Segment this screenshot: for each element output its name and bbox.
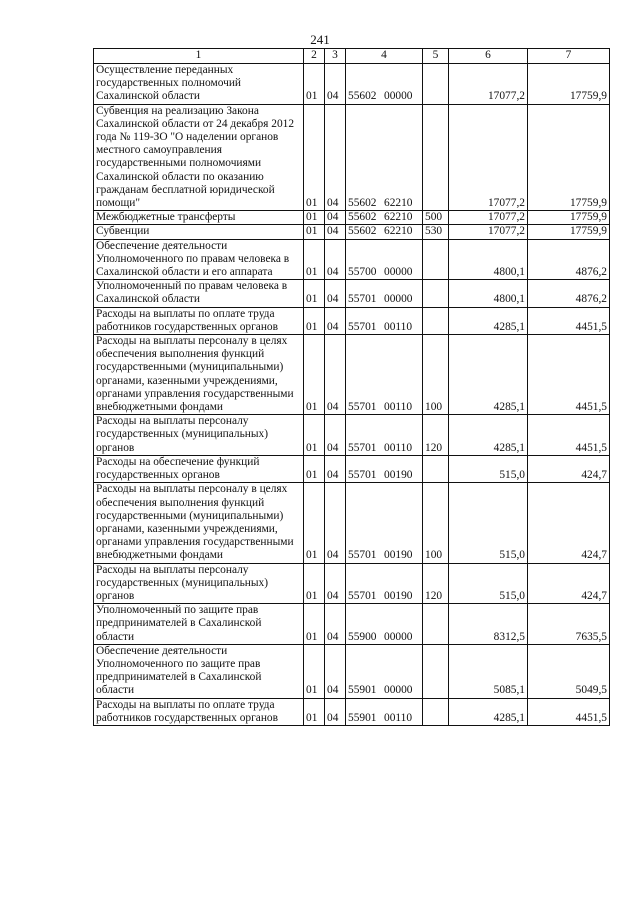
article-code-program: 55701 <box>348 441 377 454</box>
row-article-cell <box>346 335 423 415</box>
row-subsection-cell: 04 <box>325 604 346 645</box>
row-value-col7-cell: 4876,2 <box>528 239 610 280</box>
row-section-cell: 01 <box>304 604 325 645</box>
row-article-cell <box>346 604 423 645</box>
row-value-col6-cell: 4285,1 <box>449 335 528 415</box>
article-code-direction: 00190 <box>384 469 413 482</box>
row-value-col6-cell: 515,0 <box>449 563 528 604</box>
table-row <box>94 483 610 563</box>
row-section-cell: 01 <box>304 415 325 456</box>
row-value-col7-cell: 17759,9 <box>528 64 610 105</box>
row-article-cell <box>346 64 423 105</box>
row-value-col7-cell: 4451,5 <box>528 415 610 456</box>
article-code-direction: 00110 <box>384 401 413 414</box>
table-row <box>94 64 610 105</box>
row-section-cell: 01 <box>304 455 325 482</box>
table-row <box>94 415 610 456</box>
row-article-cell <box>346 455 423 482</box>
row-article-cell <box>346 280 423 307</box>
row-value-col7-cell: 4451,5 <box>528 698 610 725</box>
article-code-direction: 00190 <box>384 589 413 602</box>
row-article-cell <box>346 644 423 698</box>
article-code-program: 55901 <box>348 711 377 724</box>
row-value-col7-cell: 4451,5 <box>528 307 610 334</box>
table-row <box>94 335 610 415</box>
row-section-cell: 01 <box>304 698 325 725</box>
article-code-program: 55701 <box>348 401 377 414</box>
row-value-col6-cell: 5085,1 <box>449 644 528 698</box>
column-header: 1 <box>94 49 304 64</box>
table-row <box>94 698 610 725</box>
table-row <box>94 307 610 334</box>
row-value-col6-cell: 17077,2 <box>449 64 528 105</box>
column-header: 3 <box>325 49 346 64</box>
row-expense-type-cell: 100 <box>423 483 449 563</box>
article-code-program: 55701 <box>348 469 377 482</box>
article-code-program: 55900 <box>348 630 377 643</box>
row-name-cell: Осуществление переданных государственных полномочий Сахалинской области <box>94 64 304 105</box>
row-name-cell: Обеспечение деятельности Уполномоченного по правам человека в Сахалинской области и его аппарата <box>94 239 304 280</box>
article-code-direction: 00000 <box>384 293 413 306</box>
row-name-cell: Расходы на выплаты по оплате труда работников государственных органов <box>94 307 304 334</box>
table-row <box>94 455 610 482</box>
row-article-cell <box>346 307 423 334</box>
row-name-cell: Расходы на выплаты персоналу в целях обеспечения выполнения функций государственными (муниципальными) органами, казенными учреждениями, органами управления государственными внебюджетными фондами <box>94 483 304 563</box>
row-value-col6-cell: 515,0 <box>449 455 528 482</box>
row-value-col6-cell: 4800,1 <box>449 280 528 307</box>
article-code-program: 55701 <box>348 549 377 562</box>
column-header: 7 <box>528 49 610 64</box>
row-subsection-cell: 04 <box>325 239 346 280</box>
row-expense-type-cell <box>423 698 449 725</box>
row-value-col6-cell: 4285,1 <box>449 307 528 334</box>
row-value-col6-cell: 4800,1 <box>449 239 528 280</box>
table-row <box>94 280 610 307</box>
row-name-cell: Расходы на выплаты по оплате труда работников государственных органов <box>94 698 304 725</box>
table-row <box>94 239 610 280</box>
row-subsection-cell: 04 <box>325 698 346 725</box>
row-article-cell <box>346 211 423 225</box>
row-expense-type-cell <box>423 280 449 307</box>
row-section-cell: 01 <box>304 239 325 280</box>
article-code-program: 55602 <box>348 90 377 103</box>
row-subsection-cell: 04 <box>325 307 346 334</box>
article-code-direction: 00110 <box>384 441 413 454</box>
row-expense-type-cell <box>423 644 449 698</box>
column-header: 2 <box>304 49 325 64</box>
row-name-cell: Уполномоченный по правам человека в Сахалинской области <box>94 280 304 307</box>
row-section-cell: 01 <box>304 280 325 307</box>
article-code-program: 55701 <box>348 293 377 306</box>
article-code-direction: 62210 <box>384 225 413 238</box>
row-expense-type-cell: 120 <box>423 563 449 604</box>
row-expense-type-cell: 100 <box>423 335 449 415</box>
column-header: 5 <box>423 49 449 64</box>
article-code-direction: 00000 <box>384 630 413 643</box>
table-row <box>94 644 610 698</box>
row-subsection-cell: 04 <box>325 225 346 239</box>
row-name-cell: Обеспечение деятельности Уполномоченного по защите прав предпринимателей в Сахалинской области <box>94 644 304 698</box>
row-section-cell: 01 <box>304 483 325 563</box>
row-subsection-cell: 04 <box>325 644 346 698</box>
article-code-direction: 00000 <box>384 90 413 103</box>
row-name-cell: Расходы на обеспечение функций государственных органов <box>94 455 304 482</box>
row-value-col6-cell: 4285,1 <box>449 698 528 725</box>
column-header: 6 <box>449 49 528 64</box>
row-section-cell: 01 <box>304 64 325 105</box>
row-expense-type-cell <box>423 307 449 334</box>
page-number: 241 <box>310 32 330 47</box>
row-name-cell: Межбюджетные трансферты <box>94 211 304 225</box>
row-section-cell: 01 <box>304 563 325 604</box>
row-subsection-cell: 04 <box>325 335 346 415</box>
row-value-col6-cell: 17077,2 <box>449 104 528 211</box>
row-value-col6-cell: 515,0 <box>449 483 528 563</box>
row-article-cell <box>346 239 423 280</box>
row-value-col7-cell: 424,7 <box>528 483 610 563</box>
row-article-cell <box>346 698 423 725</box>
row-value-col7-cell: 7635,5 <box>528 604 610 645</box>
row-subsection-cell: 04 <box>325 415 346 456</box>
row-expense-type-cell <box>423 604 449 645</box>
row-value-col7-cell: 4451,5 <box>528 335 610 415</box>
row-expense-type-cell <box>423 104 449 211</box>
row-article-cell <box>346 483 423 563</box>
row-name-cell: Уполномоченный по защите прав предпринимателей в Сахалинской области <box>94 604 304 645</box>
row-section-cell: 01 <box>304 211 325 225</box>
row-value-col7-cell: 17759,9 <box>528 225 610 239</box>
row-section-cell: 01 <box>304 644 325 698</box>
article-code-direction: 00110 <box>384 320 413 333</box>
row-expense-type-cell <box>423 455 449 482</box>
article-code-direction: 62210 <box>384 211 413 224</box>
row-value-col7-cell: 4876,2 <box>528 280 610 307</box>
row-name-cell: Расходы на выплаты персоналу государственных (муниципальных) органов <box>94 563 304 604</box>
table-row <box>94 104 610 211</box>
row-subsection-cell: 04 <box>325 211 346 225</box>
row-article-cell <box>346 104 423 211</box>
row-article-cell <box>346 415 423 456</box>
table-row <box>94 211 610 225</box>
row-expense-type-cell: 120 <box>423 415 449 456</box>
row-section-cell: 01 <box>304 335 325 415</box>
article-code-direction: 00190 <box>384 549 413 562</box>
row-name-cell: Расходы на выплаты персоналу в целях обеспечения выполнения функций государственными (муниципальными) органами, казенными учреждениями, органами управления государственными внебюджетными фондами <box>94 335 304 415</box>
row-subsection-cell: 04 <box>325 455 346 482</box>
row-article-cell <box>346 563 423 604</box>
row-article-cell <box>346 225 423 239</box>
budget-table <box>93 48 610 726</box>
row-value-col7-cell: 17759,9 <box>528 104 610 211</box>
row-value-col6-cell: 8312,5 <box>449 604 528 645</box>
article-code-direction: 00000 <box>384 266 413 279</box>
row-expense-type-cell <box>423 239 449 280</box>
row-expense-type-cell: 500 <box>423 211 449 225</box>
table-row <box>94 604 610 645</box>
row-value-col6-cell: 4285,1 <box>449 415 528 456</box>
row-section-cell: 01 <box>304 307 325 334</box>
header-row <box>94 49 610 64</box>
row-value-col6-cell: 17077,2 <box>449 225 528 239</box>
article-code-program: 55701 <box>348 320 377 333</box>
article-code-direction: 00110 <box>384 711 413 724</box>
row-subsection-cell: 04 <box>325 104 346 211</box>
article-code-program: 55700 <box>348 266 377 279</box>
row-subsection-cell: 04 <box>325 64 346 105</box>
article-code-program: 55602 <box>348 211 377 224</box>
row-value-col6-cell: 17077,2 <box>449 211 528 225</box>
row-value-col7-cell: 424,7 <box>528 455 610 482</box>
table-row <box>94 225 610 239</box>
row-name-cell: Субвенции <box>94 225 304 239</box>
column-header: 4 <box>346 49 423 64</box>
row-section-cell: 01 <box>304 225 325 239</box>
article-code-program: 55602 <box>348 197 377 210</box>
article-code-direction: 00000 <box>384 684 413 697</box>
row-subsection-cell: 04 <box>325 483 346 563</box>
row-expense-type-cell: 530 <box>423 225 449 239</box>
row-value-col7-cell: 17759,9 <box>528 211 610 225</box>
row-section-cell: 01 <box>304 104 325 211</box>
article-code-program: 55701 <box>348 589 377 602</box>
row-name-cell: Субвенция на реализацию Закона Сахалинской области от 24 декабря 2012 года № 119-ЗО "О наделении органов местного самоуправления государственными полномочиями Сахалинской области по оказанию гражданам бесплатной юридической помощи" <box>94 104 304 211</box>
article-code-program: 55901 <box>348 684 377 697</box>
row-subsection-cell: 04 <box>325 280 346 307</box>
table-row <box>94 563 610 604</box>
row-expense-type-cell <box>423 64 449 105</box>
article-code-program: 55602 <box>348 225 377 238</box>
row-value-col7-cell: 424,7 <box>528 563 610 604</box>
row-value-col7-cell: 5049,5 <box>528 644 610 698</box>
article-code-direction: 62210 <box>384 197 413 210</box>
row-name-cell: Расходы на выплаты персоналу государственных (муниципальных) органов <box>94 415 304 456</box>
row-subsection-cell: 04 <box>325 563 346 604</box>
